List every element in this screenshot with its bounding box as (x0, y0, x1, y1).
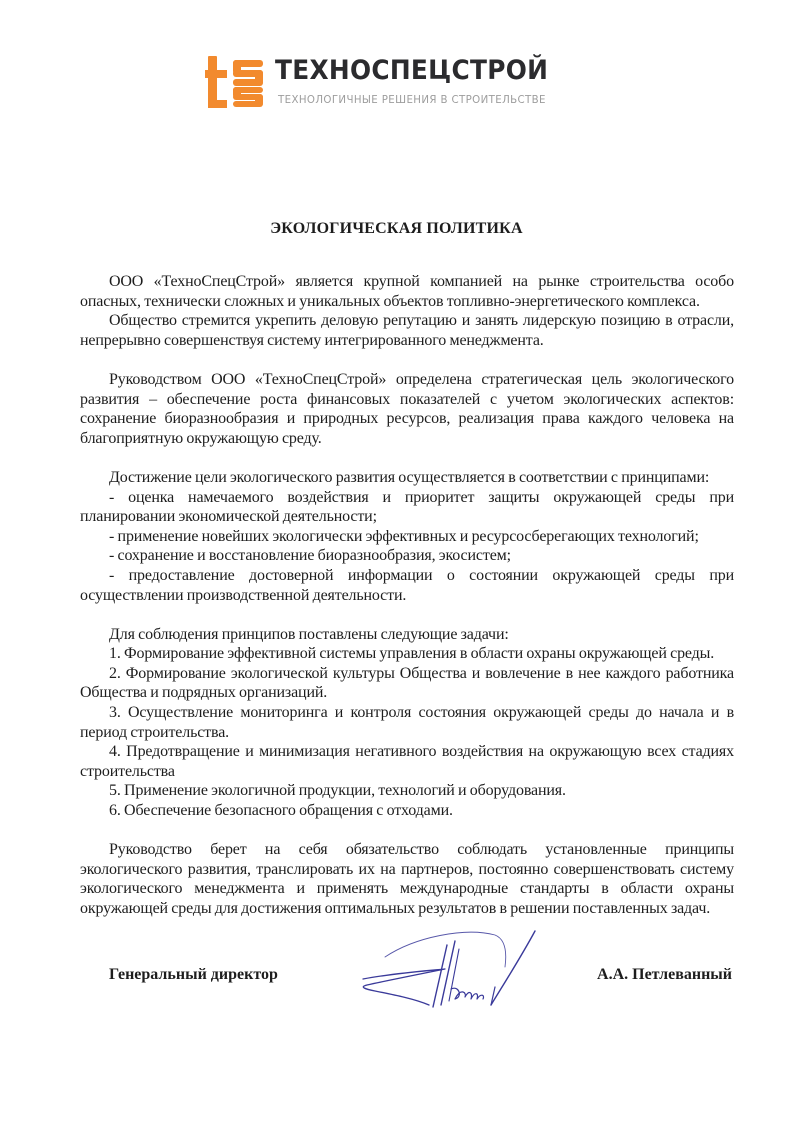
task-item: 1. Формирование эффективной системы управления в области охраны окружающей среды. (109, 645, 715, 663)
signature-row (0, 965, 793, 985)
task-item: 2. Формирование экологической культуры Общества и вовлечение в нее каждого работника Общества и подрядных организаций. (80, 664, 734, 702)
intro-paragraph-1: ООО «ТехноСпецСтрой» является крупной компанией на рынке строительства особо опасных, технически сложных и уникальных объектов топливно-энергетического комплекса. (80, 273, 734, 310)
principle-item: - применение новейших экологически эффективных и ресурсосберегающих технологий; (109, 527, 699, 545)
task-item: 5. Применение экологичной продукции, технологий и оборудования. (109, 782, 566, 800)
company-name: ТЕХНОСПЕЦСТРОЙ (275, 55, 549, 86)
document-body (80, 272, 734, 919)
task-item: 6. Обеспечение безопасного обращения с отходами. (109, 802, 453, 820)
signature-block (0, 927, 793, 1017)
company-tagline: ТЕХНОЛОГИЧНЫЕ РЕШЕНИЯ В СТРОИТЕЛЬСТВЕ (278, 93, 546, 106)
intro-paragraph-2: Общество стремится укрепить деловую репутацию и занять лидерскую позицию в отрасли, непрерывно совершенствуя систему интегрированного менеджмента. (80, 312, 734, 349)
principle-item: - сохранение и восстановление биоразнообразия, экосистем; (109, 547, 511, 565)
task-item: 4. Предотвращение и минимизация негативного воздействия на окружающую всех стадиях строительства (80, 743, 734, 780)
tasks-intro: Для соблюдения принципов поставлены следующие задачи: (109, 625, 509, 643)
task-item: 3. Осуществление мониторинга и контроля состояния окружающей среды до начала и в период строительства. (80, 704, 734, 741)
principle-item: - оценка намечаемого воздействия и приоритет защиты окружающей среды при планировании экономической деятельности; (80, 488, 734, 526)
goal-paragraph: Руководством ООО «ТехноСпецСтрой» определена стратегическая цель экологического развития – обеспечение роста финансовых показателей с учетом экологических аспектов: сохранение биоразнообразия и природных ресурсов, реализация права каждого человека на благоприятную окружающую среду. (80, 370, 734, 447)
signatory-position: Генеральный директор (109, 965, 278, 983)
principles-intro: Достижение цели экологического развития осуществляется в соответствии с принципами: (109, 468, 710, 486)
commitment-paragraph: Руководство берет на себя обязательство соблюдать установленные принципы экологического развития, транслировать их на партнеров, постоянно совершенствовать систему экологического менеджмента и применять международные стандарты в области охраны окружающей среды для достижения оптимальных результатов в решении поставленных задач. (80, 841, 734, 917)
signatory-name: А.А. Петлеванный (597, 965, 732, 983)
document-title: ЭКОЛОГИЧЕСКАЯ ПОЛИТИКА (270, 220, 523, 237)
principle-item: - предоставление достоверной информации о состоянии окружающей среды при осуществлении производственной деятельности. (80, 566, 734, 604)
